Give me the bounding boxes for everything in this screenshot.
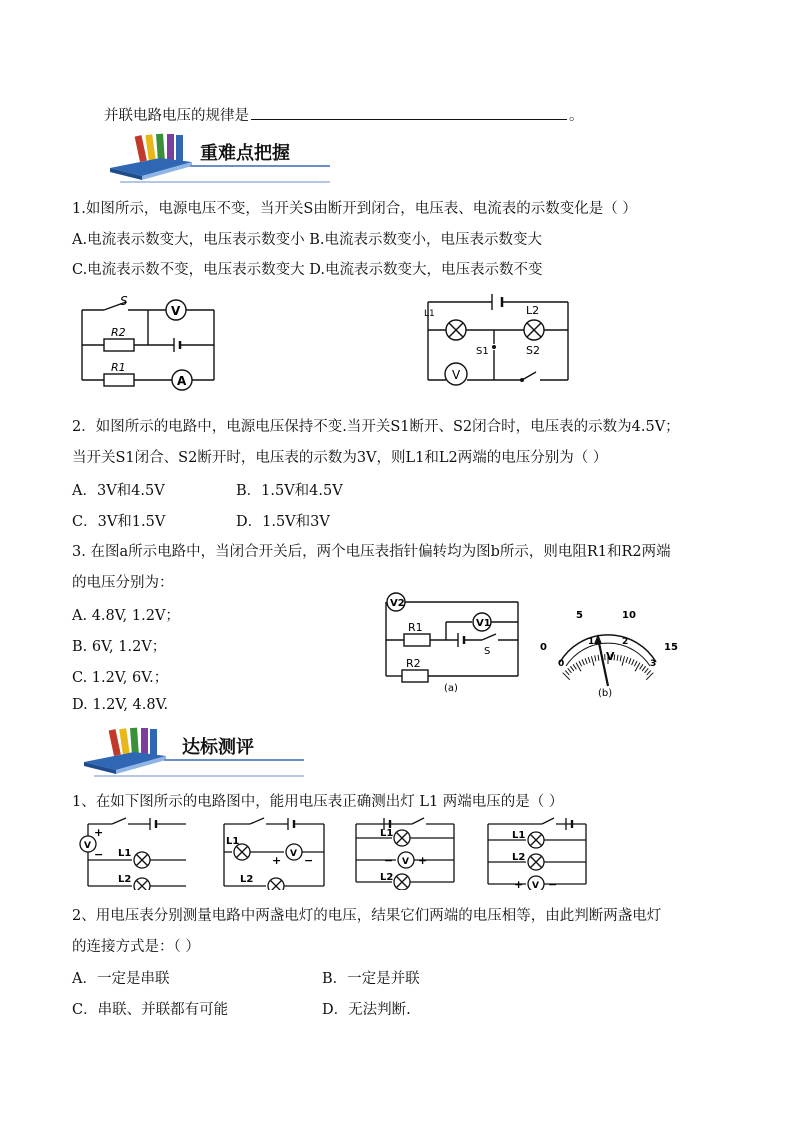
- dial-tick: [585, 658, 587, 664]
- e2-line2: 的连接方式是：（ ）: [72, 939, 200, 955]
- q3-figure-a: [378, 590, 526, 696]
- e2-option-a: A．一定是串联: [72, 971, 170, 987]
- r1-label: R1: [408, 621, 423, 634]
- switch-label: S: [120, 294, 128, 308]
- q3-figure-b-dial: [536, 604, 686, 700]
- q3-option-d: D. 1.2V, 4.8V.: [72, 697, 169, 713]
- svg-text:−: −: [548, 878, 558, 890]
- q1-right-circuit: [422, 288, 574, 388]
- intro-end: 。: [569, 108, 584, 124]
- q2-option-b: B．1.5V和4.5V: [236, 483, 343, 499]
- q2-option-d: D．1.5V和3V: [236, 514, 330, 530]
- r1-label: R1: [111, 361, 126, 374]
- section-title: 达标测评: [182, 737, 254, 758]
- q2-option-a: A．3V和4.5V: [72, 483, 165, 499]
- e2-option-d: D．无法判断.: [322, 1002, 411, 1018]
- q2-line1: 2．如图所示的电路中，电源电压保持不变.当开关S1断开、S2闭合时，电压表的示数为4.5V；: [72, 419, 680, 435]
- e2-line1: 2、用电压表分别测量电路中两盏电灯的电压，结果它们两端的电压相等，由此判断两盏电灯: [72, 908, 662, 924]
- intro-text: 并联电路电压的规律是: [104, 108, 249, 124]
- dial-tick: [632, 660, 634, 666]
- v2-label: V2: [390, 598, 405, 609]
- svg-text:L2: L2: [512, 852, 526, 863]
- q1-options-cd: C.电流表示数不变，电压表示数变大 D.电流表示数变大，电压表示数不变: [72, 262, 543, 278]
- dial-tick: [642, 666, 646, 671]
- svg-text:L1: L1: [380, 828, 394, 839]
- svg-text:L2: L2: [118, 874, 132, 885]
- switch-label: S: [484, 646, 491, 657]
- svg-text:+: +: [272, 854, 282, 867]
- e1-circuit-b: [218, 816, 330, 890]
- q3-line1: 3. 在图a所示电路中，当闭合开关后，两个电压表指针偏转均为图b所示，则电阻R1和R2两端: [72, 544, 671, 560]
- r2-label: R2: [406, 657, 421, 670]
- unit-label: V: [606, 650, 615, 663]
- r2-label: R2: [111, 326, 126, 339]
- dial-tick: [591, 656, 594, 666]
- dial-tick: [634, 661, 637, 666]
- dial-tick: [588, 657, 590, 663]
- e1-circuit-a: [76, 816, 186, 890]
- svg-text:+: +: [94, 826, 104, 839]
- svg-text:L1: L1: [512, 830, 526, 841]
- q3-option-a: A. 4.8V, 1.2V；: [72, 608, 180, 624]
- dial-tick: [620, 655, 621, 661]
- svg-text:−: −: [94, 848, 104, 861]
- tick-top-0: 0: [540, 642, 547, 653]
- dial-tick: [573, 664, 576, 669]
- svg-text:V: V: [290, 849, 297, 859]
- dial-tick: [629, 658, 631, 664]
- svg-text:V: V: [532, 881, 539, 890]
- dial-tick: [647, 670, 651, 675]
- q1-left-circuit: [76, 292, 226, 392]
- e2-option-c: C．串联、并联都有可能: [72, 1002, 229, 1018]
- dial-tick: [640, 664, 643, 669]
- section-header-key-points: [100, 132, 340, 184]
- dial-tick: [617, 655, 618, 661]
- dial-tick: [565, 670, 569, 675]
- voltmeter-label: V: [452, 368, 461, 382]
- q3-option-c: C. 1.2V, 6V.；: [72, 670, 169, 686]
- q1-stem: 1.如图所示，电源电压不变，当开关S由断开到闭合，电压表、电流表的示数变化是（ ）: [72, 201, 637, 217]
- svg-text:+: +: [418, 854, 428, 867]
- svg-text:−: −: [384, 854, 394, 867]
- dial-tick: [582, 660, 584, 666]
- tick-bottom-3: 3: [650, 659, 657, 669]
- q3-option-b: B. 6V, 1.2V；: [72, 639, 167, 655]
- svg-text:L2: L2: [240, 874, 254, 885]
- tick-bottom-0: 0: [558, 659, 565, 669]
- l1-label: L1: [424, 309, 435, 319]
- e1-stem: 1、在如下图所示的电路图中，能用电压表正确测出灯 L1 两端电压的是（ ）: [72, 794, 564, 810]
- s2-label: S2: [526, 344, 540, 357]
- dial-tick: [568, 668, 572, 673]
- svg-text:+: +: [514, 878, 524, 890]
- voltmeter-label: V: [171, 304, 181, 318]
- tick-top-15: 15: [664, 642, 678, 653]
- q2-option-c: C．3V和1.5V: [72, 514, 166, 530]
- dial-tick: [622, 656, 625, 666]
- caption-a: (a): [444, 683, 458, 694]
- dial-tick: [626, 657, 628, 663]
- answer-blank[interactable]: [251, 105, 567, 120]
- svg-text:−: −: [304, 854, 314, 867]
- caption-b: (b): [598, 688, 613, 699]
- e1-circuit-d: [482, 816, 592, 890]
- q1-options-ab: A.电流表示数变大，电压表示数变小 B.电流表示数变小，电压表示数变大: [72, 232, 542, 248]
- tick-bottom-1: 1: [588, 637, 595, 647]
- q2-line2: 当开关S1闭合、S2断开时，电压表的示数为3V，则L1和L2两端的电压分别为（ ）: [72, 450, 608, 466]
- dial-tick: [598, 655, 599, 661]
- e2-option-b: B．一定是并联: [322, 971, 420, 987]
- svg-text:L1: L1: [226, 836, 240, 847]
- section-header-assessment: [74, 726, 314, 778]
- svg-text:L2: L2: [380, 872, 394, 883]
- svg-text:V: V: [84, 841, 91, 851]
- svg-text:L1: L1: [118, 848, 132, 859]
- tick-top-5: 5: [576, 610, 583, 621]
- ammeter-label: A: [177, 374, 187, 388]
- e1-circuit-c: [350, 816, 460, 890]
- dial-tick: [579, 661, 582, 666]
- tick-top-10: 10: [622, 610, 636, 621]
- svg-text:V: V: [402, 857, 409, 867]
- dial-tick: [595, 655, 596, 661]
- s1-label: S1: [476, 346, 489, 357]
- section-title: 重难点把握: [200, 143, 290, 164]
- q3-line2: 的电压分别为：: [72, 575, 174, 591]
- tick-bottom-2: 2: [622, 637, 629, 647]
- dial-tick: [570, 666, 574, 671]
- dial-tick: [645, 668, 649, 673]
- intro-line: [104, 104, 584, 125]
- v1-label: V1: [476, 618, 491, 629]
- l2-label: L2: [526, 304, 540, 317]
